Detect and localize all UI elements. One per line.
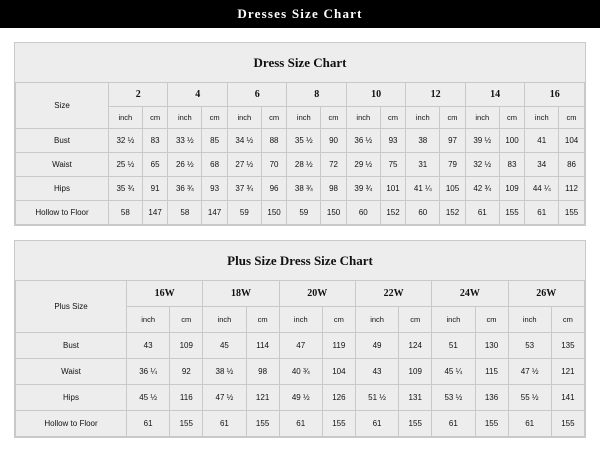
unit-cell-inch: inch [432,307,475,333]
measurement-cell: 109 [170,333,203,359]
measurement-cell: 25 ½ [109,153,143,177]
measurement-cell: 45 [203,333,246,359]
unit-cell-inch: inch [227,107,261,129]
unit-cell-inch: inch [127,307,170,333]
measurement-cell: 124 [399,333,432,359]
unit-cell-cm: cm [321,107,347,129]
measurement-cell: 34 ½ [227,129,261,153]
measurement-cell: 104 [559,129,585,153]
row-label-hollow-to-floor: Hollow to Floor [16,411,127,437]
unit-cell-cm: cm [440,107,466,129]
measurement-cell: 136 [475,385,508,411]
measurement-cell: 119 [322,333,355,359]
measurement-cell: 141 [551,385,584,411]
measurement-cell: 97 [440,129,466,153]
row-label-hips: Hips [16,385,127,411]
measurement-cell: 114 [246,333,279,359]
unit-cell-inch: inch [168,107,202,129]
measurement-cell: 98 [321,177,347,201]
measurement-cell: 39 ¾ [346,177,380,201]
measurement-cell: 101 [380,177,406,201]
row-label-hollow-to-floor: Hollow to Floor [16,201,109,225]
row-label-bust: Bust [16,333,127,359]
unit-cell-inch: inch [406,107,440,129]
measurement-cell: 104 [322,359,355,385]
measurement-cell: 86 [559,153,585,177]
measurement-cell: 61 [127,411,170,437]
measurement-cell: 93 [202,177,228,201]
size-label-header: Size [16,83,109,129]
measurement-cell: 109 [399,359,432,385]
row-label-hips: Hips [16,177,109,201]
measurement-cell: 32 ½ [465,153,499,177]
measurement-cell: 38 [406,129,440,153]
measurement-cell: 60 [406,201,440,225]
measurement-cell: 39 ½ [465,129,499,153]
unit-cell-cm: cm [551,307,584,333]
size-header-20W: 20W [279,281,355,307]
measurement-cell: 27 ½ [227,153,261,177]
size-header-14: 14 [465,83,524,107]
measurement-cell: 96 [261,177,287,201]
measurement-cell: 130 [475,333,508,359]
table-row [16,333,585,359]
measurement-cell: 109 [499,177,525,201]
dress-size-chart-title: Dress Size Chart [253,55,347,70]
measurement-cell: 155 [551,411,584,437]
unit-cell-inch: inch [508,307,551,333]
measurement-cell: 26 ½ [168,153,202,177]
measurement-cell: 58 [168,201,202,225]
size-header-16W: 16W [127,281,203,307]
table-row [16,153,585,177]
measurement-cell: 61 [355,411,398,437]
measurement-cell: 150 [261,201,287,225]
measurement-cell: 36 ¾ [168,177,202,201]
measurement-cell: 33 ½ [168,129,202,153]
measurement-cell: 41 [525,129,559,153]
measurement-cell: 43 [355,359,398,385]
measurement-cell: 155 [559,201,585,225]
measurement-cell: 116 [170,385,203,411]
size-header-22W: 22W [355,281,431,307]
measurement-cell: 53 [508,333,551,359]
measurement-cell: 61 [203,411,246,437]
size-header-2: 2 [109,83,168,107]
measurement-cell: 61 [525,201,559,225]
measurement-cell: 155 [322,411,355,437]
measurement-cell: 85 [202,129,228,153]
measurement-cell: 155 [475,411,508,437]
unit-cell-inch: inch [346,107,380,129]
measurement-cell: 43 [127,333,170,359]
measurement-cell: 31 [406,153,440,177]
measurement-cell: 155 [499,201,525,225]
measurement-cell: 135 [551,333,584,359]
plus-size-chart-title: Plus Size Dress Size Chart [227,253,373,268]
measurement-cell: 152 [440,201,466,225]
measurement-cell: 29 ½ [346,153,380,177]
measurement-cell: 32 ½ [109,129,143,153]
table-row [16,411,585,437]
measurement-cell: 59 [287,201,321,225]
measurement-cell: 36 ¼ [127,359,170,385]
unit-cell-inch: inch [203,307,246,333]
plus-size-chart-block [14,240,586,438]
measurement-cell: 83 [142,129,168,153]
measurement-cell: 92 [170,359,203,385]
measurement-cell: 147 [142,201,168,225]
unit-cell-cm: cm [142,107,168,129]
measurement-cell: 131 [399,385,432,411]
measurement-cell: 68 [202,153,228,177]
unit-cell-cm: cm [399,307,432,333]
dress-size-chart-block [14,42,586,226]
measurement-cell: 28 ½ [287,153,321,177]
measurement-cell: 98 [246,359,279,385]
measurement-cell: 49 [355,333,398,359]
measurement-cell: 58 [109,201,143,225]
measurement-cell: 126 [322,385,355,411]
measurement-cell: 155 [246,411,279,437]
unit-cell-cm: cm [322,307,355,333]
size-header-8: 8 [287,83,346,107]
measurement-cell: 40 ¾ [279,359,322,385]
measurement-cell: 38 ¾ [287,177,321,201]
measurement-cell: 100 [499,129,525,153]
measurement-cell: 70 [261,153,287,177]
measurement-cell: 61 [279,411,322,437]
page-title: Dresses Size Chart [237,6,363,21]
measurement-cell: 36 ½ [346,129,380,153]
unit-cell-cm: cm [202,107,228,129]
measurement-cell: 91 [142,177,168,201]
measurement-cell: 105 [440,177,466,201]
unit-cell-cm: cm [170,307,203,333]
measurement-cell: 38 ½ [203,359,246,385]
measurement-cell: 90 [321,129,347,153]
size-header-12: 12 [406,83,465,107]
measurement-cell: 152 [380,201,406,225]
size-header-26W: 26W [508,281,584,307]
measurement-cell: 35 ¾ [109,177,143,201]
unit-cell-inch: inch [287,107,321,129]
unit-cell-inch: inch [279,307,322,333]
measurement-cell: 75 [380,153,406,177]
measurement-cell: 115 [475,359,508,385]
page-content [0,28,600,438]
table-row [16,201,585,225]
measurement-cell: 47 [279,333,322,359]
table-row [16,129,585,153]
measurement-cell: 55 ½ [508,385,551,411]
measurement-cell: 51 [432,333,475,359]
measurement-cell: 93 [380,129,406,153]
measurement-cell: 44 ¼ [525,177,559,201]
size-header-16: 16 [525,83,585,107]
measurement-cell: 45 ½ [127,385,170,411]
measurement-cell: 61 [465,201,499,225]
size-header-24W: 24W [432,281,508,307]
table-header-row [16,83,585,107]
measurement-cell: 61 [432,411,475,437]
row-label-waist: Waist [16,359,127,385]
measurement-cell: 72 [321,153,347,177]
size-header-4: 4 [168,83,227,107]
measurement-cell: 51 ½ [355,385,398,411]
size-header-10: 10 [346,83,405,107]
measurement-cell: 34 [525,153,559,177]
table-row [16,385,585,411]
measurement-cell: 47 ½ [508,359,551,385]
measurement-cell: 60 [346,201,380,225]
measurement-cell: 79 [440,153,466,177]
row-label-waist: Waist [16,153,109,177]
measurement-cell: 45 ¼ [432,359,475,385]
measurement-cell: 88 [261,129,287,153]
size-header-6: 6 [227,83,286,107]
measurement-cell: 37 ¾ [227,177,261,201]
size-label-header: Plus Size [16,281,127,333]
unit-cell-cm: cm [559,107,585,129]
unit-cell-inch: inch [109,107,143,129]
measurement-cell: 155 [399,411,432,437]
measurement-cell: 42 ¾ [465,177,499,201]
unit-cell-inch: inch [465,107,499,129]
measurement-cell: 83 [499,153,525,177]
unit-cell-cm: cm [475,307,508,333]
table-row [16,359,585,385]
unit-cell-cm: cm [380,107,406,129]
plus-size-chart-table [15,280,585,437]
unit-cell-cm: cm [261,107,287,129]
measurement-cell: 121 [246,385,279,411]
measurement-cell: 121 [551,359,584,385]
unit-cell-cm: cm [246,307,279,333]
measurement-cell: 112 [559,177,585,201]
page-header [0,0,600,28]
measurement-cell: 59 [227,201,261,225]
measurement-cell: 35 ½ [287,129,321,153]
unit-cell-cm: cm [499,107,525,129]
measurement-cell: 65 [142,153,168,177]
unit-cell-inch: inch [355,307,398,333]
row-label-bust: Bust [16,129,109,153]
measurement-cell: 53 ½ [432,385,475,411]
measurement-cell: 150 [321,201,347,225]
size-header-18W: 18W [203,281,279,307]
dress-size-chart-table [15,82,585,225]
table-header-row [16,281,585,307]
measurement-cell: 61 [508,411,551,437]
measurement-cell: 147 [202,201,228,225]
unit-cell-inch: inch [525,107,559,129]
measurement-cell: 49 ½ [279,385,322,411]
measurement-cell: 155 [170,411,203,437]
measurement-cell: 47 ½ [203,385,246,411]
measurement-cell: 41 ¼ [406,177,440,201]
table-row [16,177,585,201]
